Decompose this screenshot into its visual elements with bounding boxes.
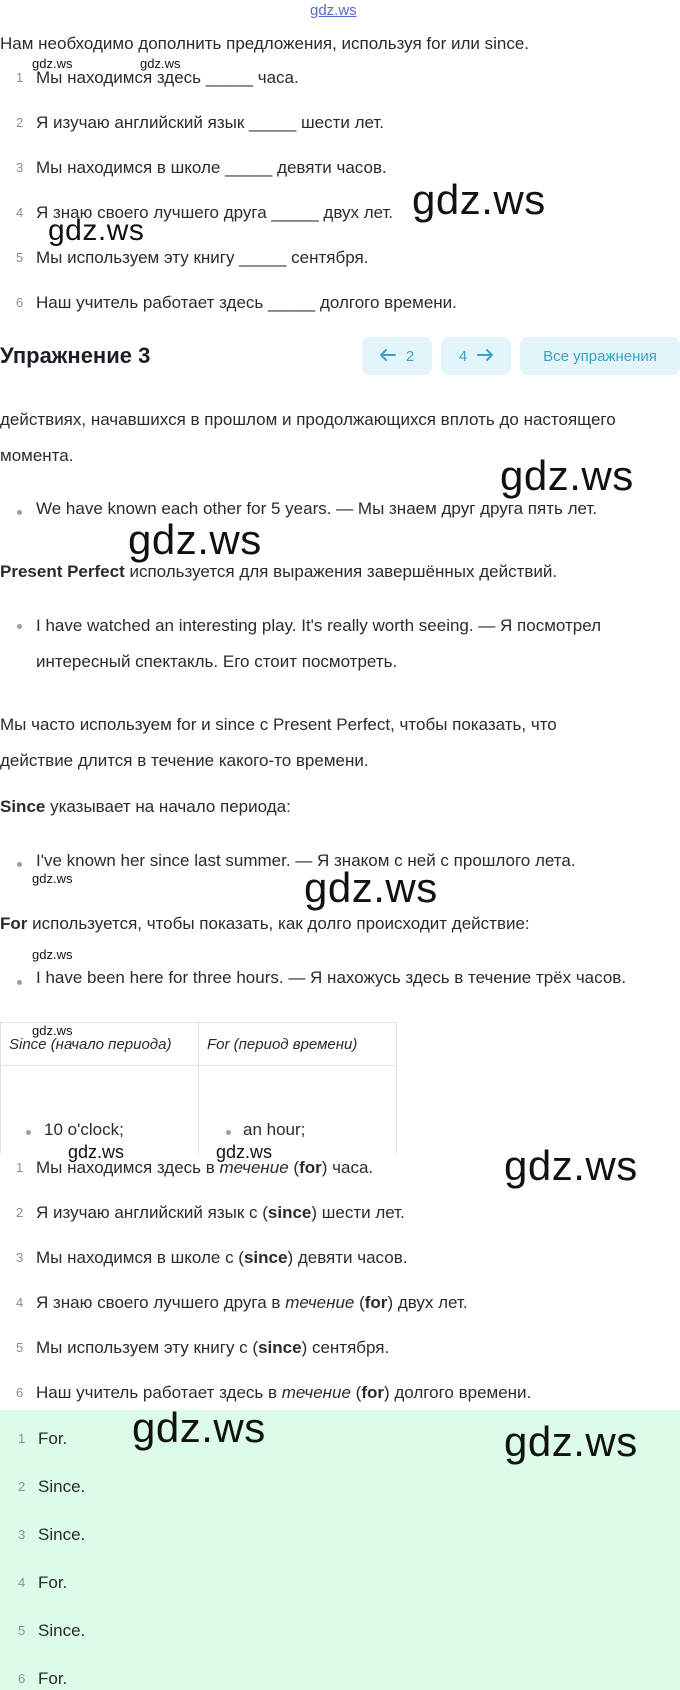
item-text: Мы находимся здесь _____ часа. [36,68,299,87]
item-number: 5 [18,1623,26,1638]
watermark: gdz.ws [304,864,438,911]
present-perfect-note [0,554,557,590]
item-text: Наш учитель работает здесь в течение (for) долгого времени. [36,1383,532,1402]
item-number: 3 [16,160,24,175]
item-text: Я изучаю английский язык с (since) шести лет. [36,1203,405,1222]
all-exercises-button[interactable] [520,337,680,375]
watermark: gdz.ws [500,452,634,499]
answer-text: Since. [38,1621,86,1640]
paragraph-line: действие длится в течение какого-то времени. [0,751,369,770]
example-text: I have watched an interesting play. It's really worth seeing. — Я посмотрел [36,616,602,635]
item-number: 4 [16,1295,24,1310]
item-number: 1 [16,1160,24,1175]
task-intro: Нам необходимо дополнить предложения, используя for или since. [0,34,530,53]
arrow-right-icon [477,348,493,365]
note-text: используется, чтобы показать, как долго происходит действие: [27,914,530,933]
next-exercise-button[interactable] [441,337,511,375]
note-text: указывает на начало периода: [45,797,291,816]
watermark: gdz.ws [128,516,262,563]
for-note [0,906,530,942]
site-logo[interactable]: gdz.ws [310,2,357,19]
table-header-for: For (период времени) [207,1036,358,1053]
table-cell [1,1066,199,1153]
item-text: Я изучаю английский язык _____ шести лет. [36,113,385,132]
table-header-cell [199,1023,397,1066]
next-exercise-label: 4 [458,347,468,365]
item-number: 4 [18,1575,26,1590]
item-number: 2 [16,1205,24,1220]
item-number: 5 [16,250,24,265]
item-text: Наш учитель работает здесь _____ долгого времени. [36,293,457,312]
prev-exercise-label: 2 [405,347,415,365]
watermark: gdz.ws [216,1142,273,1162]
watermark: gdz.ws [140,56,181,71]
note-text: используется для выражения завершённых действий. [124,562,558,581]
term-for: For [0,914,28,933]
bullet-dot [17,510,22,515]
watermark: gdz.ws [68,1142,125,1162]
table-cell [199,1066,397,1153]
paragraph-line: действиях, начавшихся в прошлом и продолжающихся вплоть до настоящего [0,410,616,429]
item-text: Я знаю своего лучшего друга _____ двух лет. [36,203,394,222]
item-text: Мы используем эту книгу _____ сентября. [36,248,369,267]
theory-paragraph [0,707,557,779]
arrow-left-icon [380,348,396,365]
item-number: 3 [18,1527,26,1542]
answer-text: For. [38,1573,68,1592]
bullet-dot [226,1130,231,1135]
prev-exercise-button[interactable] [362,337,432,375]
example-text: I've known her since last summer. — Я знаком с ней с прошлого лета. [36,851,576,870]
term-since: Since [0,797,46,816]
bullet-dot [17,980,22,985]
item-text: Мы находимся здесь в течение (for) часа. [36,1158,374,1177]
bullet-dot [17,862,22,867]
watermark: gdz.ws [504,1142,638,1189]
item-number: 4 [16,205,24,220]
watermark: gdz.ws [32,871,73,886]
item-number: 1 [16,70,24,85]
item-text: Мы находимся в школе _____ девяти часов. [36,158,387,177]
watermark: gdz.ws [32,947,73,962]
table-cell-text: 10 o'clock; [44,1120,124,1139]
watermark: gdz.ws [32,1023,73,1038]
since-for-table [0,1022,397,1153]
answer-text: Since. [38,1525,86,1544]
answer-text: For. [38,1669,68,1688]
item-number: 3 [16,1250,24,1265]
table-cell-text: an hour; [243,1120,306,1139]
item-number: 6 [18,1671,26,1686]
item-text: Мы находимся в школе с (since) девяти часов. [36,1248,408,1267]
example-text: We have known each other for 5 years. — Мы знаем друг друга пять лет. [36,499,598,518]
term-present-perfect: Present Perfect [0,562,125,581]
bullet-dot [26,1130,31,1135]
watermark: gdz.ws [48,214,145,247]
example-text: интересный спектакль. Его стоит посмотреть. [36,652,398,671]
paragraph-line: момента. [0,446,74,465]
watermark: gdz.ws [412,176,546,223]
table-header-since: Since (начало периода) [9,1036,172,1053]
answer-text: For. [38,1429,68,1448]
example-text: I have been here for three hours. — Я нахожусь здесь в течение трёх часов. [36,968,627,987]
all-exercises-label: Все упражнения [543,347,657,365]
watermark: gdz.ws [132,1404,266,1451]
table-header-cell [1,1023,199,1066]
item-number: 6 [16,1385,24,1400]
watermark: gdz.ws [32,56,73,71]
item-text: Я знаю своего лучшего друга в течение (for) двух лет. [36,1293,468,1312]
watermark: gdz.ws [504,1418,638,1465]
item-number: 1 [18,1431,26,1446]
item-number: 5 [16,1340,24,1355]
paragraph-line: Мы часто используем for и since с Present Perfect, чтобы показать, что [0,715,557,734]
bullet-dot [17,624,22,629]
item-number: 2 [16,115,24,130]
exercise-title: Упражнение 3 [0,343,151,368]
answer-text: Since. [38,1477,86,1496]
since-note [0,789,291,825]
item-number: 2 [18,1479,26,1494]
item-number: 6 [16,295,24,310]
item-text: Мы используем эту книгу с (since) сентября. [36,1338,390,1357]
